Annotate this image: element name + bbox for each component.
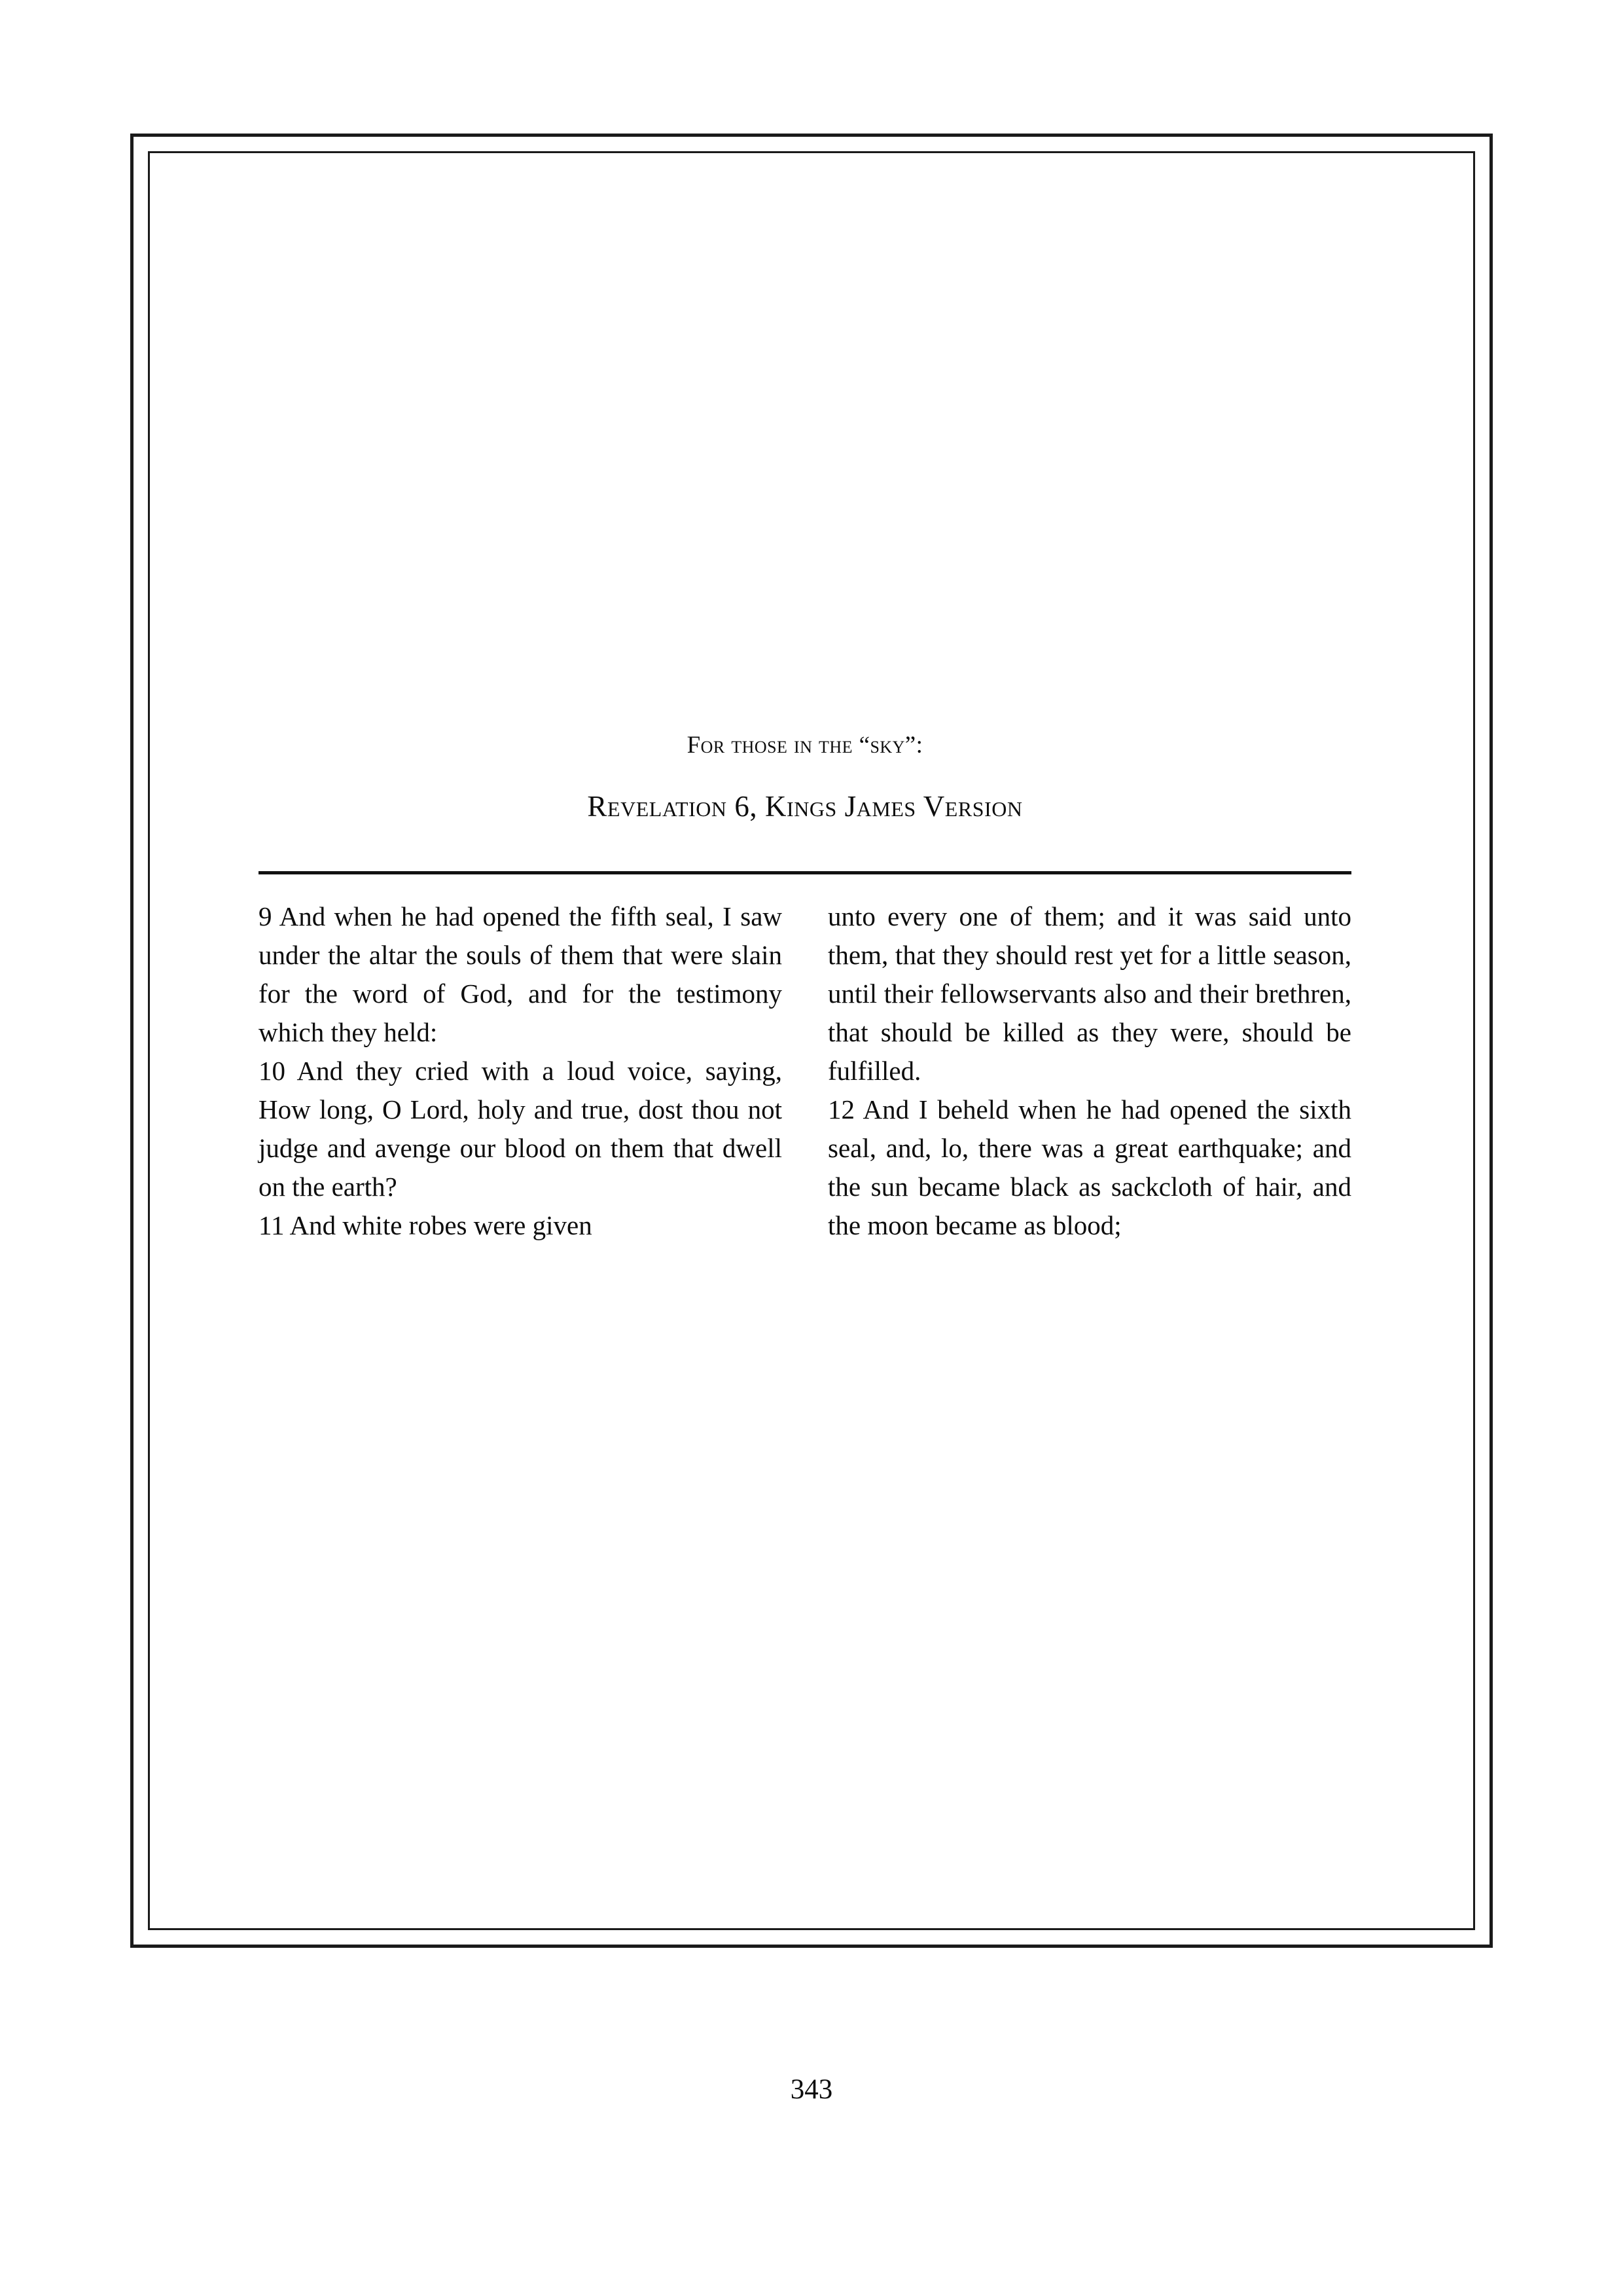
verse-paragraph: 10 And they cried with a loud voice, saying, How long, O Lord, holy and true, dost thou not judge and avenge our blood on them that dwell on the earth? xyxy=(259,1056,782,1202)
heading-subtitle: For those in the “sky”: xyxy=(687,732,923,759)
scripture-columns xyxy=(259,897,1351,1245)
verse-paragraph: 12 And I beheld when he had opened the sixth seal, and, lo, there was a great earthquake; and the sun became black as sackcloth of hair, and the moon became as blood; xyxy=(828,1094,1351,1240)
column-left xyxy=(259,897,782,1245)
heading-divider-rule xyxy=(259,871,1351,874)
heading-title: Revelation 6, Kings James Version xyxy=(587,790,1023,823)
page-number: 343 xyxy=(790,2074,833,2105)
verse-paragraph: unto every one of them; and it was said unto them, that they should rest yet for a little season, until their fellowservants also and their brethren, that should be killed as they were, should be fulfilled. xyxy=(828,901,1351,1086)
verse-paragraph: 9 And when he had opened the fifth seal, I saw under the altar the souls of them that were slain for the word of God, and for the testimony which they held: xyxy=(259,901,782,1047)
heading-block xyxy=(259,733,1351,821)
column-right xyxy=(828,897,1351,1245)
verse-paragraph: 11 And white robes were given xyxy=(259,1210,592,1240)
